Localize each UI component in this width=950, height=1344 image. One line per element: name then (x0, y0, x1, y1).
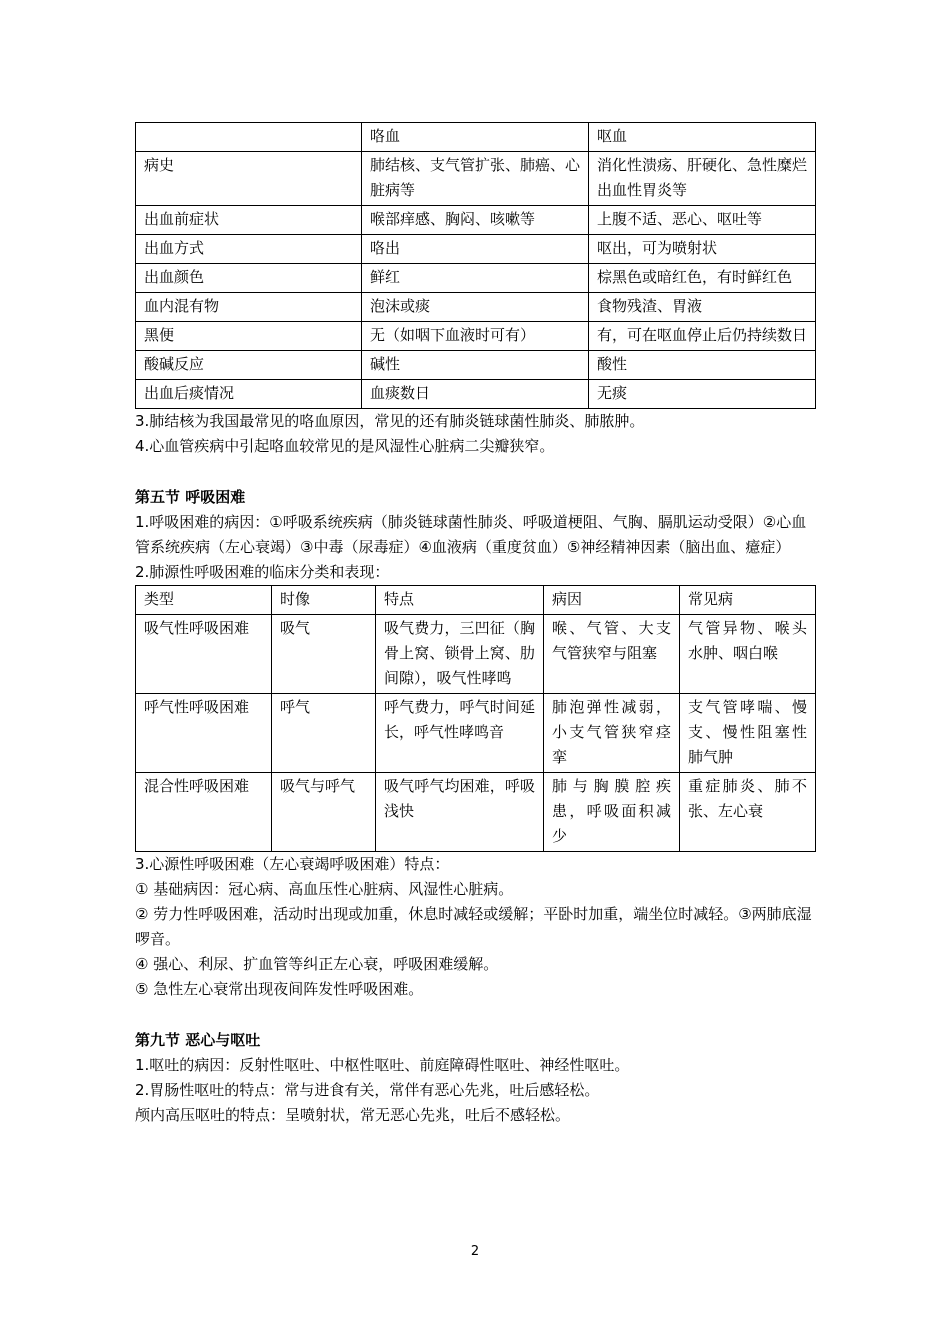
table-row (136, 235, 816, 264)
table-cell: 支气管哮喘、慢支、慢性阻塞性肺气肿 (680, 694, 816, 773)
table-cell: 病因 (544, 586, 680, 615)
table-row (136, 322, 816, 351)
table-cell: 黑便 (136, 322, 362, 351)
table-cell: 呼气费力，呼气时间延长，呼气性哮鸣音 (376, 694, 544, 773)
table-cell: 出血前症状 (136, 206, 362, 235)
table-cell: 常见病 (680, 586, 816, 615)
table-row (136, 773, 816, 852)
paragraph: 1.呼吸困难的病因：①呼吸系统疾病（肺炎链球菌性肺炎、呼吸道梗阻、气胸、膈肌运动受限）②心血管系统疾病（左心衰竭）③中毒（尿毒症）④血液病（重度贫血）⑤神经精神因素（脑出血、癔症） (135, 513, 807, 556)
table-row (136, 152, 816, 206)
table-cell: 出血方式 (136, 235, 362, 264)
table-cell (136, 123, 362, 152)
table-cell: 吸气性呼吸困难 (136, 615, 272, 694)
table-cell: 出血颜色 (136, 264, 362, 293)
paragraph: 1.呕吐的病因：反射性呕吐、中枢性呕吐、前庭障碍性呕吐、神经性呕吐。 (135, 1056, 630, 1074)
section-heading: 第九节 恶心与呕吐 (135, 1031, 261, 1049)
paragraph: 颅内高压呕吐的特点：呈喷射状，常无恶心先兆，吐后不感轻松。 (135, 1106, 571, 1124)
table-cell: 无（如咽下血液时可有） (362, 322, 589, 351)
table-cell: 食物残渣、胃液 (589, 293, 816, 322)
table-cell: 呼气 (272, 694, 376, 773)
table-cell: 吸气呼气均困难，呼吸浅快 (376, 773, 544, 852)
table-cell: 咯出 (362, 235, 589, 264)
table-cell: 吸气费力，三凹征（胸骨上窝、锁骨上窝、肋间隙），吸气性哮鸣 (376, 615, 544, 694)
table-cell: 病史 (136, 152, 362, 206)
paragraph: 3.心源性呼吸困难（左心衰竭呼吸困难）特点： (135, 855, 450, 873)
hemoptysis-hematemesis-table (135, 122, 816, 409)
table-cell: 呕血 (589, 123, 816, 152)
table-cell: 血内混有物 (136, 293, 362, 322)
table-cell: 肺结核、支气管扩张、肺癌、心脏病等 (362, 152, 589, 206)
table-cell: 重症肺炎、肺不张、左心衰 (680, 773, 816, 852)
table-cell: 棕黑色或暗红色，有时鲜红色 (589, 264, 816, 293)
table-cell: 出血后痰情况 (136, 380, 362, 409)
table-row (136, 380, 816, 409)
table-cell: 呼气性呼吸困难 (136, 694, 272, 773)
dyspnea-classification-table (135, 585, 816, 852)
page-number: 2 (470, 1244, 480, 1259)
table-row (136, 351, 816, 380)
table-cell: 上腹不适、恶心、呕吐等 (589, 206, 816, 235)
section-heading: 第五节 呼吸困难 (135, 488, 246, 506)
paragraph: ④ 强心、利尿、扩血管等纠正左心衰，呼吸困难缓解。 (135, 955, 499, 973)
table-cell: 泡沫或痰 (362, 293, 589, 322)
table-row (136, 293, 816, 322)
table-cell: 吸气 (272, 615, 376, 694)
document-page (135, 122, 815, 1128)
table-cell: 咯血 (362, 123, 589, 152)
table-cell: 肺泡弹性减弱，小支气管狭窄痉挛 (544, 694, 680, 773)
paragraph: ① 基础病因：冠心病、高血压性心脏病、风湿性心脏病。 (135, 880, 514, 898)
table-cell: 有，可在呕血停止后仍持续数日 (589, 322, 816, 351)
table-cell: 喉部痒感、胸闷、咳嗽等 (362, 206, 589, 235)
table-cell: 酸碱反应 (136, 351, 362, 380)
table-cell: 呕出，可为喷射状 (589, 235, 816, 264)
table-cell: 特点 (376, 586, 544, 615)
table-cell: 喉、气管、大支气管狭窄与阻塞 (544, 615, 680, 694)
table-header-row (136, 123, 816, 152)
table-header-row (136, 586, 816, 615)
table-cell: 肺与胸膜腔疾患，呼吸面积减少 (544, 773, 680, 852)
table-cell: 气管异物、喉头水肿、咽白喉 (680, 615, 816, 694)
paragraph: 3.肺结核为我国最常见的咯血原因，常见的还有肺炎链球菌性肺炎、肺脓肿。 (135, 412, 645, 430)
table-cell: 鲜红 (362, 264, 589, 293)
table-cell: 混合性呼吸困难 (136, 773, 272, 852)
table-cell: 消化性溃疡、肝硬化、急性糜烂出血性胃炎等 (589, 152, 816, 206)
paragraph: 2.肺源性呼吸困难的临床分类和表现： (135, 563, 390, 581)
table-row (136, 615, 816, 694)
table-row (136, 694, 816, 773)
table-row (136, 206, 816, 235)
table-cell: 酸性 (589, 351, 816, 380)
table-cell: 类型 (136, 586, 272, 615)
paragraph: 4.心血管疾病中引起咯血较常见的是风湿性心脏病二尖瓣狭窄。 (135, 437, 555, 455)
table-row (136, 264, 816, 293)
table-cell: 血痰数日 (362, 380, 589, 409)
table-cell: 吸气与呼气 (272, 773, 376, 852)
table-cell: 碱性 (362, 351, 589, 380)
table-cell: 时像 (272, 586, 376, 615)
paragraph: ⑤ 急性左心衰常出现夜间阵发性呼吸困难。 (135, 980, 424, 998)
paragraph: ② 劳力性呼吸困难，活动时出现或加重，休息时减轻或缓解；平卧时加重，端坐位时减轻。③两肺底湿啰音。 (135, 905, 812, 948)
paragraph: 2.胃肠性呕吐的特点：常与进食有关，常伴有恶心先兆，吐后感轻松。 (135, 1081, 600, 1099)
table-cell: 无痰 (589, 380, 816, 409)
